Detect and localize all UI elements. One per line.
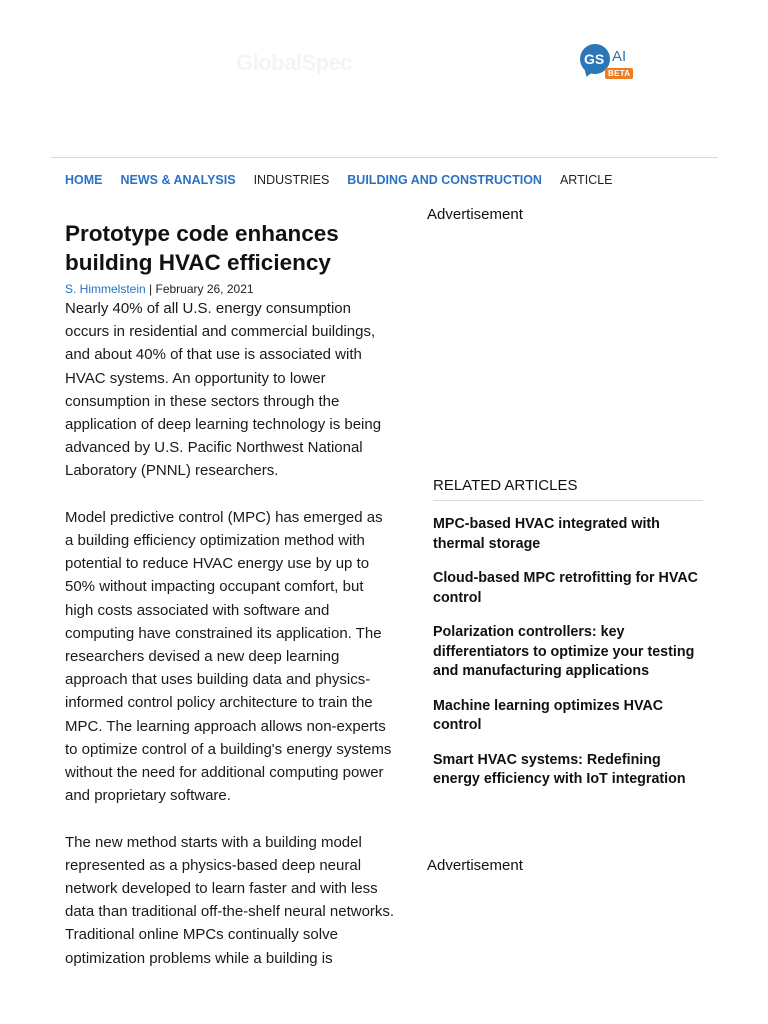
article-body (65, 297, 395, 993)
gs-ai-badge-text: GS (584, 51, 605, 67)
article-title: Prototype code enhances building HVAC efficiency (65, 221, 339, 275)
nav-industries[interactable]: INDUSTRIES (253, 173, 330, 187)
related-article-link[interactable]: Polarization controllers: key differentiators to optimize your testing and manufacturing applications (433, 624, 695, 679)
related-article-link[interactable]: Smart HVAC systems: Redefining energy efficiency with IoT integration (433, 751, 686, 787)
related-article-link[interactable]: Machine learning optimizes HVAC control (433, 697, 664, 733)
advertisement-label-top: Advertisement (427, 206, 523, 223)
related-articles-heading: RELATED ARTICLES (433, 477, 703, 501)
advertisement-label-bottom: Advertisement (427, 857, 523, 874)
article-paragraph: Model predictive control (MPC) has emerged as a building efficiency optimization method with potential to reduce HVAC energy use by up to 50% without impacting occupant comfort, but high costs associated with software and computing have constrained its application. The researchers devised a new deep learning approach that uses building data and physics-informed control policy architecture to train the MPC. The learning approach allows non-experts to optimize control of a building's energy systems without the need for additional computing power and proprietary software. (65, 508, 392, 805)
beta-badge: BETA (605, 68, 633, 79)
article-byline (65, 282, 254, 296)
related-articles (433, 477, 703, 805)
nav-building-construction[interactable]: BUILDING AND CONSTRUCTION (347, 173, 542, 187)
site-header (0, 0, 768, 158)
article-paragraph: The new method starts with a building model represented as a physics-based deep neural network developed to learn faster and with less data than traditional off-the-shelf neural networks. Traditional online MPCs continually solve optimization problems while a building is (65, 833, 395, 967)
author-link[interactable]: S. Himmelstein (65, 282, 146, 296)
related-article-link[interactable]: Cloud-based MPC retrofitting for HVAC control (433, 570, 699, 606)
nav-home[interactable]: HOME (65, 173, 103, 187)
article-date: February 26, 2021 (155, 282, 254, 296)
gs-ai-button[interactable] (578, 42, 638, 82)
related-articles-list (433, 515, 703, 790)
header-divider (51, 157, 718, 158)
site-logo[interactable]: GlobalSpec (236, 50, 353, 75)
nav-news-analysis[interactable]: NEWS & ANALYSIS (120, 173, 236, 187)
breadcrumb (65, 173, 631, 187)
gs-ai-label: AI (612, 48, 627, 65)
related-article-link[interactable]: MPC-based HVAC integrated with thermal storage (433, 516, 660, 552)
byline-separator: | (145, 282, 156, 296)
article-paragraph: Nearly 40% of all U.S. energy consumption occurs in residential and commercial buildings, and about 40% of that use is associated with HVAC systems. An opportunity to lower consumption in these sectors through the application of deep learning technology is being advanced by U.S. Pacific Northwest National Laboratory (PNNL) researchers. (65, 300, 382, 480)
nav-article: ARTICLE (559, 173, 613, 187)
